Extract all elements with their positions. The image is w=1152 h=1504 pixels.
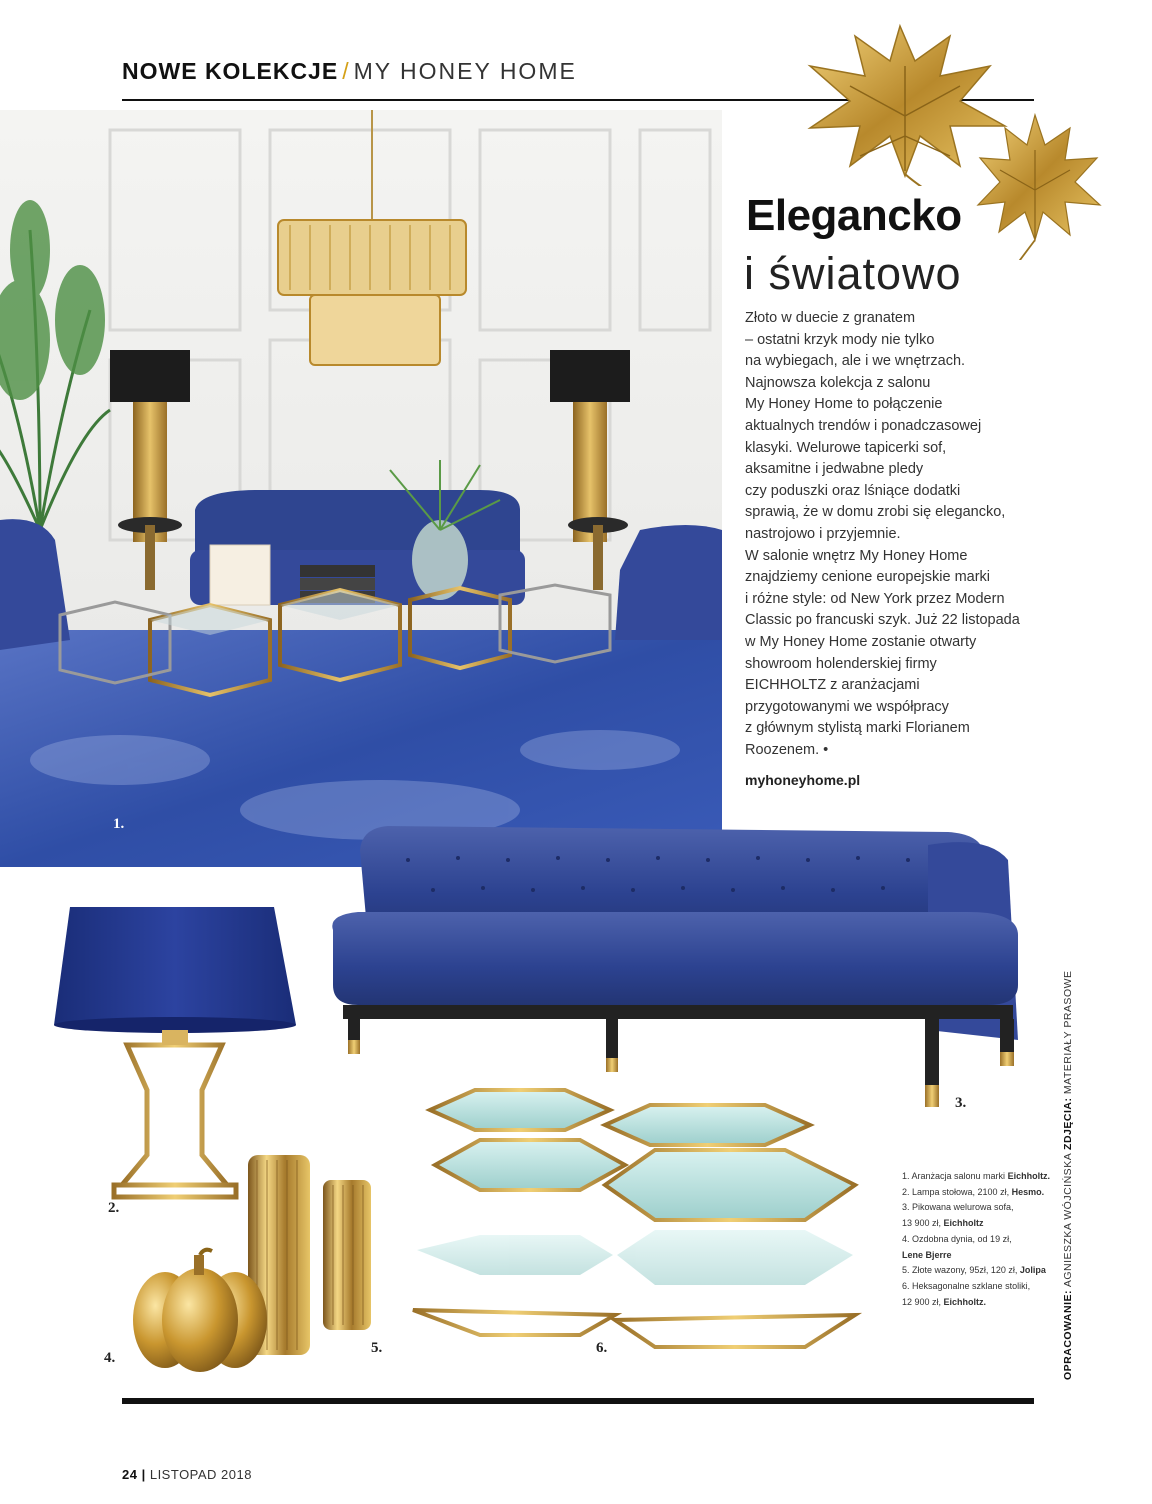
tufted-velvet-sofa-image	[328, 820, 1028, 1115]
photo-credits	[1062, 970, 1074, 1380]
caption-line	[902, 1200, 1052, 1216]
article-body-line: showroom holenderskiej firmy	[745, 655, 937, 672]
caption-line	[902, 1232, 1052, 1248]
photo-number-2: 2.	[108, 1200, 120, 1216]
article-body-line: na wybiegach, ale i we wnętrzach.	[745, 353, 966, 370]
article-body-line: znajdziemy cenione europejskie marki	[745, 569, 991, 586]
article-body-line: Złoto w duecie z granatem	[745, 310, 916, 326]
photo-number-6: 6.	[596, 1340, 608, 1356]
section-header	[122, 58, 577, 85]
article-body-line: My Honey Home to połączenie	[745, 396, 943, 413]
living-room-photo	[0, 110, 722, 867]
article-subtitle: i światowo	[744, 248, 962, 299]
caption-line	[902, 1295, 1052, 1311]
caption-text: 3. Pikowana welurowa sofa,	[902, 1202, 1014, 1213]
caption-line	[902, 1169, 1052, 1185]
article-body-line: – ostatni krzyk mody nie tylko	[745, 331, 935, 348]
article-body-line: W salonie wnętrz My Honey Home	[745, 547, 968, 564]
caption-text: 12 900 zł,	[902, 1296, 944, 1307]
caption-brand: Eichholtz	[943, 1218, 984, 1229]
caption-line	[902, 1263, 1052, 1279]
section-name: NOWE KOLEKCJE	[122, 58, 339, 84]
article-body-line: klasyki. Welurowe tapicerki sof,	[745, 439, 947, 456]
caption-brand: Jolipa	[1019, 1265, 1046, 1276]
article-body-line: EICHHOLTZ z aranżacjami	[745, 677, 920, 694]
page-footer	[122, 1467, 252, 1482]
photo-number-3: 3.	[955, 1095, 967, 1111]
credit-value-editing: AGNIESZKA WÓJCIŃSKA	[1062, 1149, 1074, 1290]
caption-brand: Eichholtz.	[943, 1296, 987, 1307]
article-url[interactable]: myhoneyhome.pl	[745, 772, 861, 788]
article-title: Elegancko	[746, 191, 962, 240]
caption-brand: Lene Bjerre	[902, 1249, 952, 1260]
article-body-line: czy poduszki oraz lśniące dodatki	[745, 482, 961, 499]
product-captions	[902, 1169, 1052, 1310]
article-body-line: nastrojowo i przyjemnie.	[745, 525, 901, 542]
credit-value-photos: MATERIAŁY PRASOWE	[1062, 970, 1074, 1098]
caption-line	[902, 1248, 1052, 1264]
article-body-line: w My Honey Home zostanie otwarty	[745, 633, 977, 650]
gold-maple-leaf-small	[975, 110, 1105, 260]
credit-label-photos: ZDJĘCIA:	[1062, 1097, 1074, 1150]
photo-number-1: 1.	[113, 816, 125, 832]
gold-pumpkin-image	[130, 1245, 270, 1375]
article-body-line: z głównym stylistą marki Florianem	[745, 720, 970, 737]
article-body-line: Roozenem. •	[745, 741, 829, 758]
caption-text: 13 900 zł,	[902, 1218, 944, 1229]
article-body-line: przygotowanymi we współpracy	[745, 698, 949, 715]
caption-text: 1. Aranżacja salonu marki	[902, 1171, 1008, 1181]
article-body-line: aktualnych trendów i ponadczasowej	[745, 417, 982, 434]
caption-line	[902, 1216, 1052, 1232]
caption-text: 2. Lampa stołowa, 2100 zł,	[902, 1186, 1012, 1197]
caption-brand: Hesmo.	[1011, 1186, 1045, 1197]
caption-text: 5. Złote wazony, 95zł, 120 zł,	[902, 1265, 1020, 1276]
article-body-line: i różne style: od New York przez Modern	[745, 590, 1005, 607]
caption-line	[902, 1279, 1052, 1295]
caption-line	[902, 1185, 1052, 1201]
bottom-rule	[122, 1398, 1034, 1404]
article-body-line: aksamitne i jedwabne pledy	[745, 461, 924, 478]
footer-separator: |	[137, 1467, 150, 1482]
credit-label-editing: OPRACOWANIE:	[1062, 1290, 1074, 1380]
header-separator: /	[342, 58, 350, 84]
caption-brand: Eichholtz.	[1007, 1171, 1051, 1181]
caption-text: 6. Heksagonalne szklane stoliki,	[902, 1280, 1031, 1291]
caption-text: 4. Ozdobna dynia, od 19 zł,	[902, 1233, 1012, 1244]
photo-number-5: 5.	[371, 1340, 383, 1356]
page-number: 24	[122, 1467, 138, 1482]
article-body-line: Najnowsza kolekcja z salonu	[745, 374, 931, 391]
issue-date: LISTOPAD 2018	[149, 1467, 252, 1482]
brand-name: MY HONEY HOME	[353, 58, 577, 84]
hexagonal-glass-tables-image	[405, 1085, 865, 1350]
article-body	[745, 308, 1035, 761]
article-body-line: Classic po francuski szyk. Już 22 listopada	[745, 612, 1020, 629]
photo-number-4: 4.	[104, 1350, 116, 1366]
article-body-line: sprawią, że w domu zrobi się elegancko,	[745, 504, 1006, 521]
